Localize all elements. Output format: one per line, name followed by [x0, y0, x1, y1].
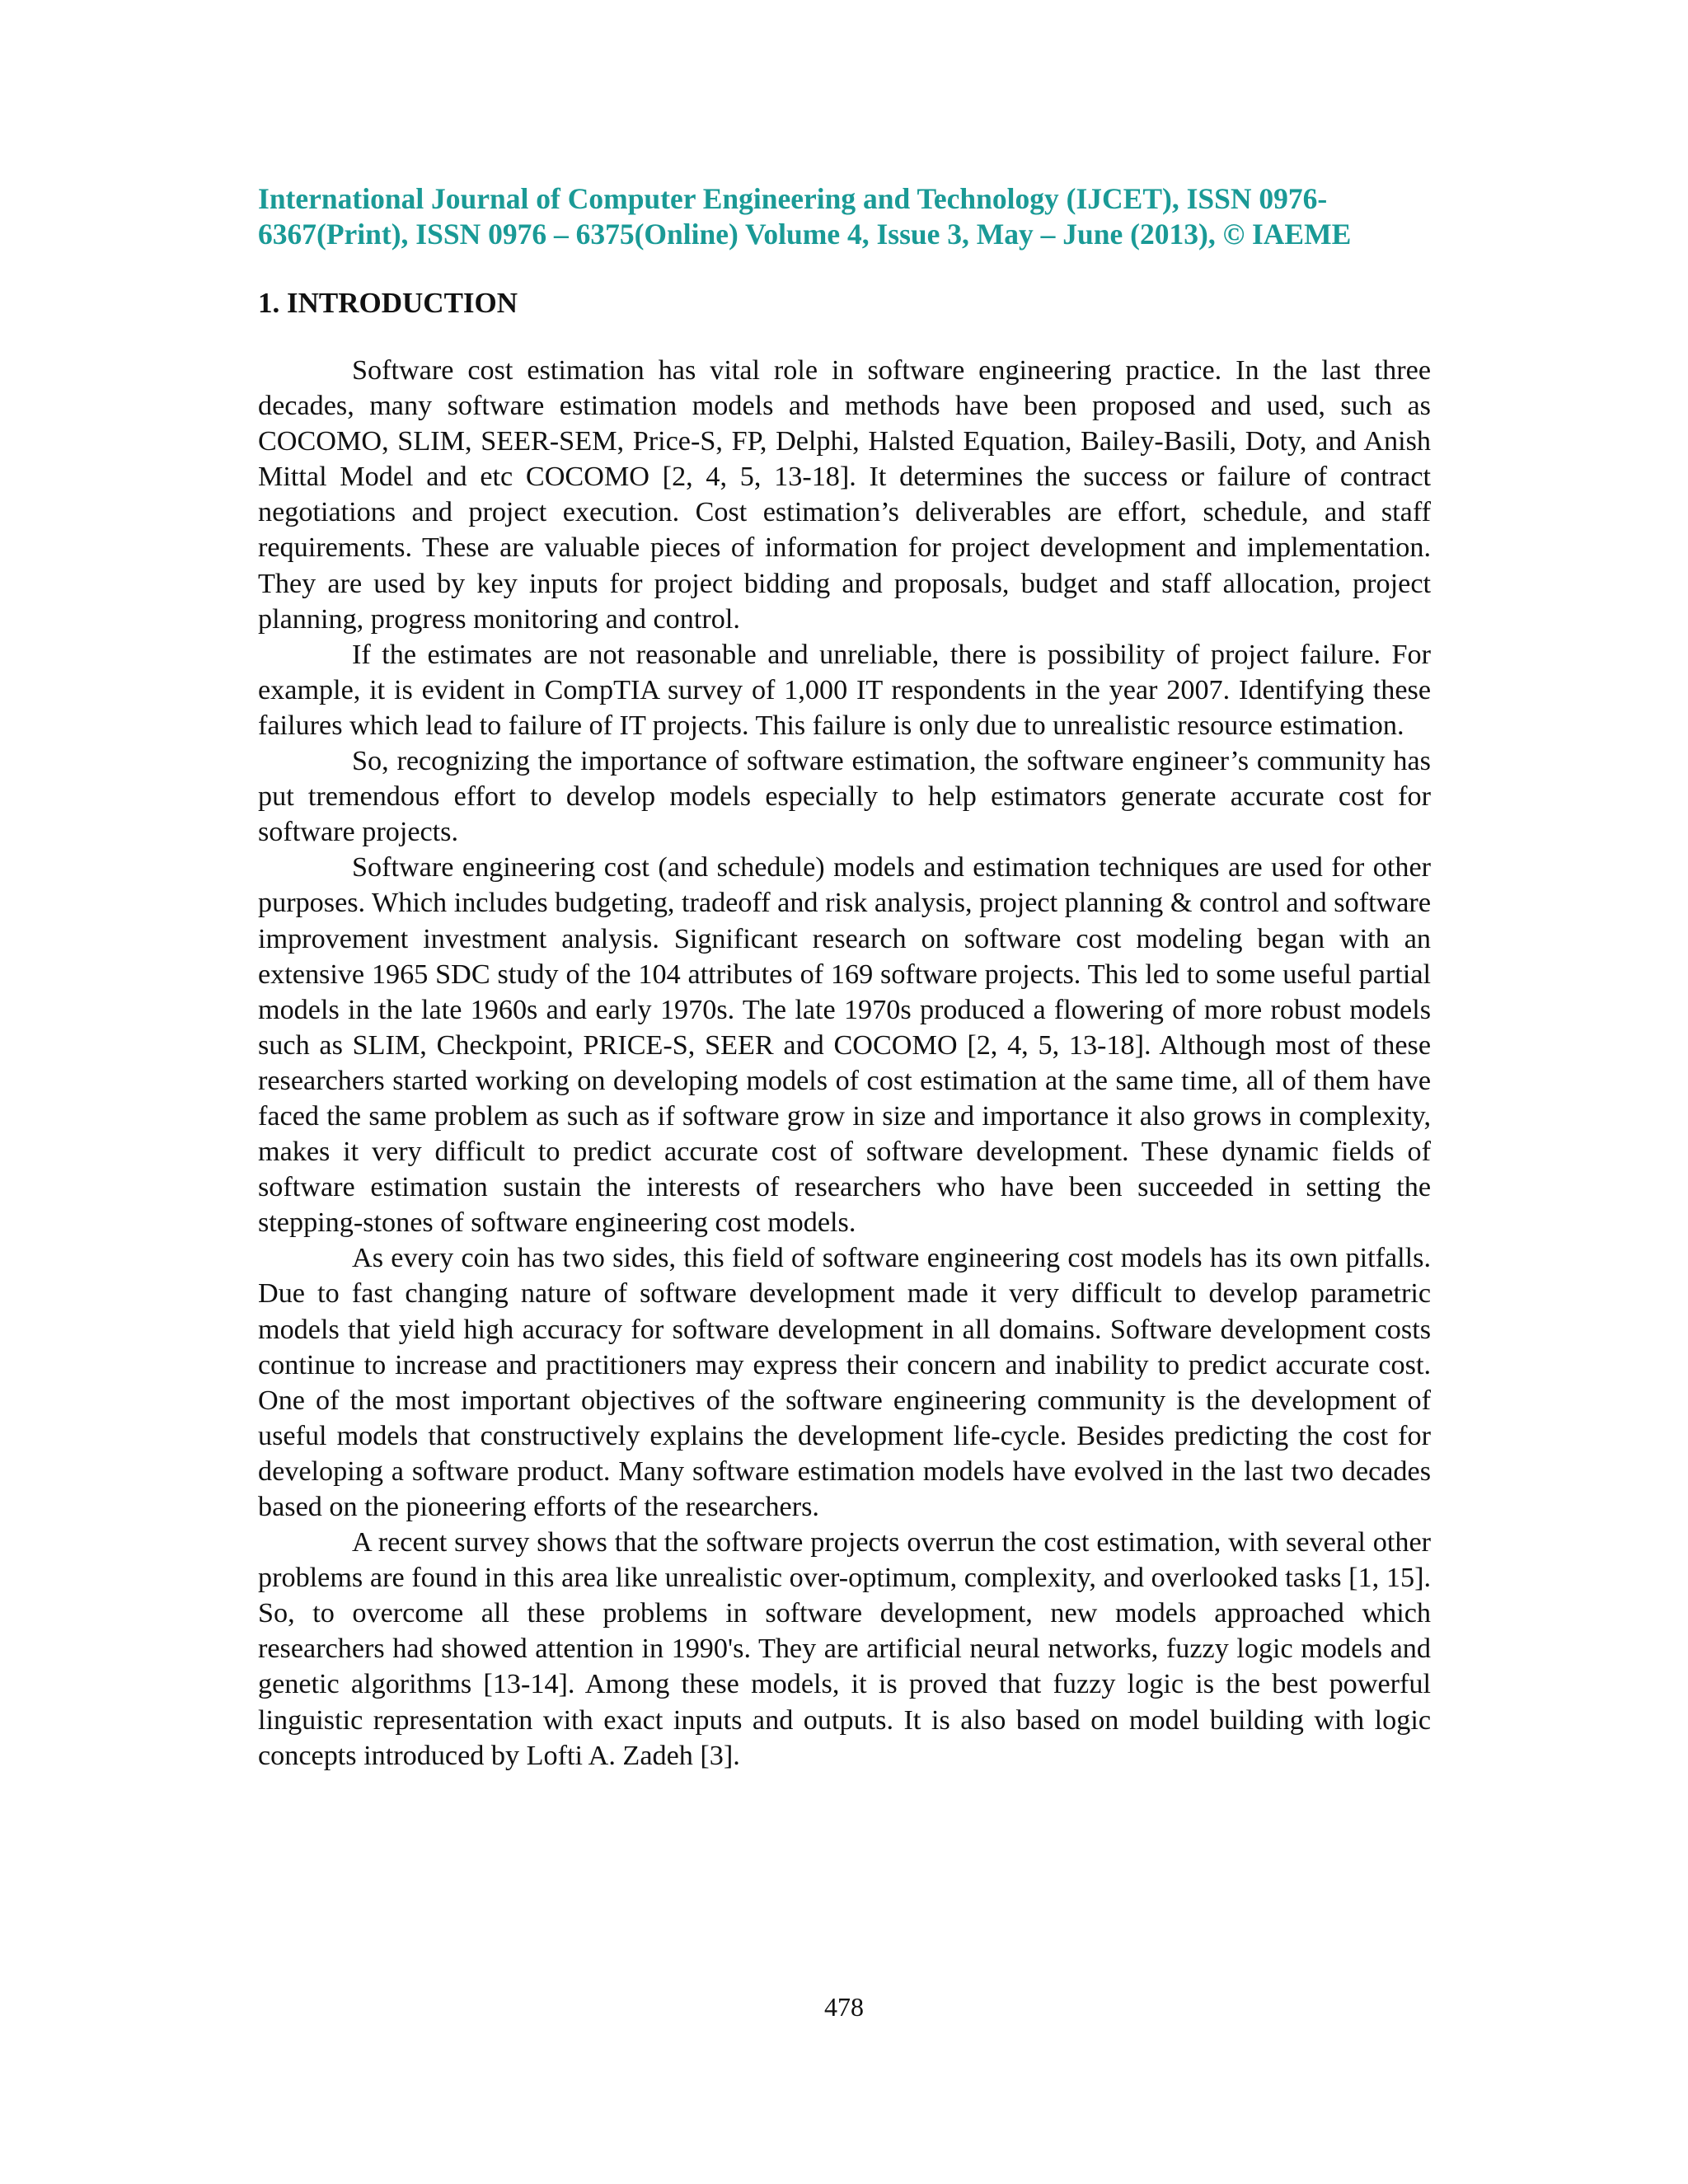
paragraph-4: Software engineering cost (and schedule) models and estimation techniques are used for other purposes. Which includes budgeting, tradeoff and risk analysis, project planning & control and software improvement investment analysis. Significant research on software cost modeling began with an extensive 1965 SDC study of the 104 attributes of 169 software projects. This led to some useful partial models in the late 1960s and early 1970s. The late 1970s produced a flowering of more robust models such as SLIM, Checkpoint, PRICE-S, SEER and COCOMO [2, 4, 5, 13-18]. Although most of these researchers started working on developing models of cost estimation at the same time, all of them have faced the same problem as such as if software grow in size and importance it also grows in complexity, makes it very difficult to predict accurate cost of software development. These dynamic fields of software estimation sustain the interests of researchers who have been succeeded in setting the stepping-stones of software engineering cost models.: [258, 852, 1431, 1239]
paragraph-5: As every coin has two sides, this field of software engineering cost models has its own pitfalls. Due to fast changing nature of software development made it very difficult to develop parametric models that yield high accuracy for software development in all domains. Software development costs continue to increase and practitioners may express their concern and inability to predict accurate cost. One of the most important objectives of the software engineering community is the development of useful models that constructively explains the development life-cycle. Besides predicting the cost for developing a software product. Many software estimation models have evolved in the last two decades based on the pioneering efforts of the researchers.: [258, 1243, 1431, 1522]
page-content: [258, 181, 1431, 1774]
section-heading: 1. INTRODUCTION: [258, 287, 518, 319]
paragraph-1: Software cost estimation has vital role in software engineering practice. In the last three decades, many software estimation models and methods have been proposed and used, such as COCOMO, SLIM, SEER-SEM, Price-S, FP, Delphi, Halsted Equation, Bailey-Basili, Doty, and Anish Mittal Model and etc COCOMO [2, 4, 5, 13-18]. It determines the success or failure of contract negotiations and project execution. Cost estimation’s deliverables are effort, schedule, and staff requirements. These are valuable pieces of information for project development and implementation. They are used by key inputs for project bidding and proposals, budget and staff allocation, project planning, progress monitoring and control.: [258, 355, 1431, 635]
body-text: [258, 353, 1431, 1774]
journal-header: [258, 181, 1431, 252]
page-number: 478: [824, 1992, 864, 2022]
paragraph-3: So, recognizing the importance of software estimation, the software engineer’s community has put tremendous effort to develop models especially to help estimators generate accurate cost for software projects.: [258, 746, 1431, 848]
journal-header-line-1: International Journal of Computer Engineering and Technology (IJCET), ISSN 0976-: [258, 182, 1328, 215]
paragraph-2: If the estimates are not reasonable and unreliable, there is possibility of project failure. For example, it is evident in CompTIA survey of 1,000 IT respondents in the year 2007. Identifying these failures which lead to failure of IT projects. This failure is only due to unrealistic resource estimation.: [258, 639, 1431, 741]
paragraph-6: A recent survey shows that the software projects overrun the cost estimation, with several other problems are found in this area like unrealistic over-optimum, complexity, and overlooked tasks [1, 15]. So, to overcome all these problems in software development, new models approached which researchers had showed attention in 1990's. They are artificial neural networks, fuzzy logic models and genetic algorithms [13-14]. Among these models, it is proved that fuzzy logic is the best powerful linguistic representation with exact inputs and outputs. It is also based on model building with logic concepts introduced by Lofti A. Zadeh [3].: [258, 1527, 1431, 1771]
journal-header-line-2: 6367(Print), ISSN 0976 – 6375(Online) Volume 4, Issue 3, May – June (2013), © IAEME: [258, 218, 1352, 251]
